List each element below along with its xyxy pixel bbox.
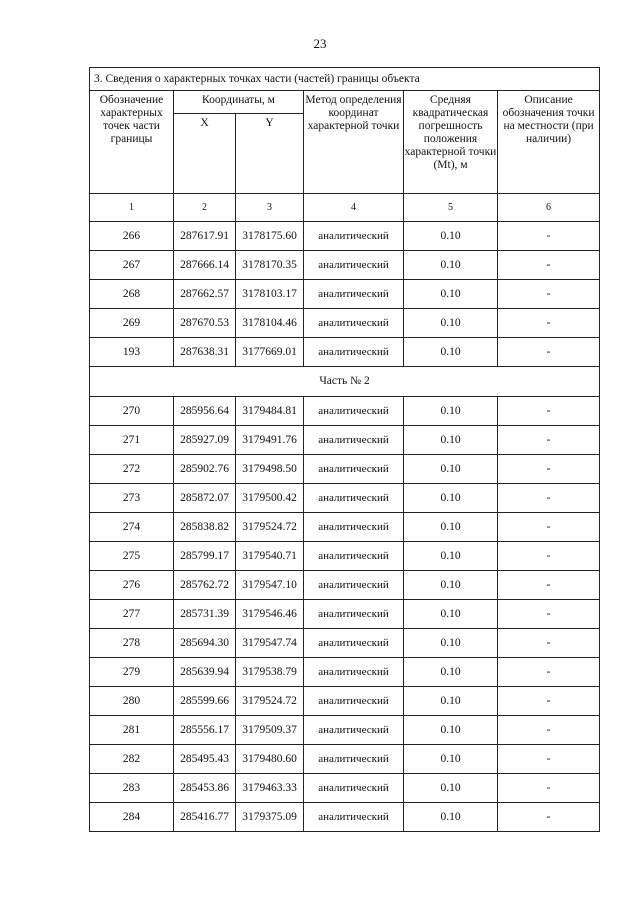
- cell-error: 0.10: [404, 251, 498, 280]
- cell-description: -: [498, 309, 600, 338]
- cell-coord-y: 3179463.33: [236, 774, 304, 803]
- cell-point-id: 283: [90, 774, 174, 803]
- cell-method: аналитический: [304, 251, 404, 280]
- header-row: [90, 91, 600, 114]
- cell-coord-x: 287662.57: [174, 280, 236, 309]
- page-number: 23: [313, 36, 327, 51]
- cell-point-id: 275: [90, 542, 174, 571]
- cell-error: 0.10: [404, 397, 498, 426]
- table-row: [90, 426, 600, 455]
- header-description: Описание обозначения точки на местности (при наличии): [498, 91, 600, 194]
- header-designation: Обозначение характерных точек части границы: [90, 91, 174, 194]
- column-number: 1: [90, 194, 174, 222]
- cell-method: аналитический: [304, 600, 404, 629]
- cell-description: -: [498, 803, 600, 832]
- cell-description: -: [498, 542, 600, 571]
- table-row: [90, 397, 600, 426]
- table-row: [90, 716, 600, 745]
- cell-coord-y: 3178170.35: [236, 251, 304, 280]
- cell-method: аналитический: [304, 280, 404, 309]
- cell-coord-y: 3179375.09: [236, 803, 304, 832]
- cell-point-id: 267: [90, 251, 174, 280]
- cell-error: 0.10: [404, 600, 498, 629]
- cell-method: аналитический: [304, 629, 404, 658]
- header-y: Y: [236, 114, 304, 194]
- cell-method: аналитический: [304, 338, 404, 367]
- cell-method: аналитический: [304, 222, 404, 251]
- cell-description: -: [498, 716, 600, 745]
- cell-description: -: [498, 571, 600, 600]
- cell-method: аналитический: [304, 426, 404, 455]
- cell-method: аналитический: [304, 774, 404, 803]
- table-row: [90, 774, 600, 803]
- cell-error: 0.10: [404, 571, 498, 600]
- cell-error: 0.10: [404, 745, 498, 774]
- cell-coord-x: 285762.72: [174, 571, 236, 600]
- cell-point-id: 268: [90, 280, 174, 309]
- table-row: [90, 513, 600, 542]
- cell-coord-x: 285495.43: [174, 745, 236, 774]
- table-row: [90, 687, 600, 716]
- cell-error: 0.10: [404, 629, 498, 658]
- column-number: 4: [304, 194, 404, 222]
- header-x: X: [174, 114, 236, 194]
- cell-coord-y: 3178104.46: [236, 309, 304, 338]
- cell-method: аналитический: [304, 571, 404, 600]
- cell-method: аналитический: [304, 658, 404, 687]
- table-row: [90, 309, 600, 338]
- cell-error: 0.10: [404, 426, 498, 455]
- cell-coord-y: 3179498.50: [236, 455, 304, 484]
- cell-coord-y: 3179546.46: [236, 600, 304, 629]
- cell-description: -: [498, 600, 600, 629]
- part-label: Часть № 2: [90, 367, 600, 397]
- cell-point-id: 281: [90, 716, 174, 745]
- cell-error: 0.10: [404, 687, 498, 716]
- cell-coord-y: 3179500.42: [236, 484, 304, 513]
- cell-point-id: 277: [90, 600, 174, 629]
- column-number: 2: [174, 194, 236, 222]
- table-row: [90, 571, 600, 600]
- cell-error: 0.10: [404, 455, 498, 484]
- table-row: [90, 222, 600, 251]
- cell-point-id: 280: [90, 687, 174, 716]
- cell-error: 0.10: [404, 222, 498, 251]
- table-row: [90, 600, 600, 629]
- table-row: [90, 803, 600, 832]
- cell-error: 0.10: [404, 309, 498, 338]
- cell-coord-y: 3177669.01: [236, 338, 304, 367]
- cell-description: -: [498, 658, 600, 687]
- cell-method: аналитический: [304, 542, 404, 571]
- header-error: Средняя квадратическая погрешность положения характерной точки (Mt), м: [404, 91, 498, 194]
- cell-error: 0.10: [404, 338, 498, 367]
- cell-coord-y: 3179540.71: [236, 542, 304, 571]
- cell-description: -: [498, 338, 600, 367]
- table-row: [90, 629, 600, 658]
- cell-point-id: 273: [90, 484, 174, 513]
- cell-point-id: 278: [90, 629, 174, 658]
- cell-coord-x: 287670.53: [174, 309, 236, 338]
- cell-description: -: [498, 280, 600, 309]
- cell-description: -: [498, 455, 600, 484]
- table-row: [90, 745, 600, 774]
- cell-coord-y: 3178103.17: [236, 280, 304, 309]
- cell-coord-x: 285556.17: [174, 716, 236, 745]
- cell-coord-x: 285902.76: [174, 455, 236, 484]
- cell-method: аналитический: [304, 716, 404, 745]
- table-row: [90, 280, 600, 309]
- table-row: [90, 455, 600, 484]
- cell-coord-y: 3179484.81: [236, 397, 304, 426]
- cell-coord-y: 3179547.10: [236, 571, 304, 600]
- cell-description: -: [498, 484, 600, 513]
- column-number-row: [90, 194, 600, 222]
- column-number: 3: [236, 194, 304, 222]
- table-row: [90, 658, 600, 687]
- cell-error: 0.10: [404, 716, 498, 745]
- cell-error: 0.10: [404, 658, 498, 687]
- cell-coord-y: 3178175.60: [236, 222, 304, 251]
- cell-coord-x: 285956.64: [174, 397, 236, 426]
- cell-coord-x: 285799.17: [174, 542, 236, 571]
- cell-method: аналитический: [304, 803, 404, 832]
- cell-point-id: 282: [90, 745, 174, 774]
- cell-coord-y: 3179524.72: [236, 513, 304, 542]
- boundary-points-table: [89, 67, 600, 832]
- cell-description: -: [498, 251, 600, 280]
- cell-method: аналитический: [304, 513, 404, 542]
- cell-coord-y: 3179524.72: [236, 687, 304, 716]
- cell-description: -: [498, 513, 600, 542]
- cell-coord-x: 287666.14: [174, 251, 236, 280]
- cell-point-id: 270: [90, 397, 174, 426]
- table-row: [90, 484, 600, 513]
- cell-method: аналитический: [304, 484, 404, 513]
- cell-error: 0.10: [404, 803, 498, 832]
- header-coordinates: Координаты, м: [174, 91, 304, 114]
- header-method: Метод определения координат характерной точки: [304, 91, 404, 194]
- cell-point-id: 276: [90, 571, 174, 600]
- cell-error: 0.10: [404, 774, 498, 803]
- cell-method: аналитический: [304, 455, 404, 484]
- cell-error: 0.10: [404, 513, 498, 542]
- cell-coord-x: 285639.94: [174, 658, 236, 687]
- cell-coord-x: 287617.91: [174, 222, 236, 251]
- cell-point-id: 193: [90, 338, 174, 367]
- cell-coord-x: 285453.86: [174, 774, 236, 803]
- cell-description: -: [498, 687, 600, 716]
- cell-coord-x: 285694.30: [174, 629, 236, 658]
- cell-point-id: 279: [90, 658, 174, 687]
- table-row: [90, 338, 600, 367]
- cell-method: аналитический: [304, 687, 404, 716]
- cell-coord-x: 285927.09: [174, 426, 236, 455]
- cell-point-id: 271: [90, 426, 174, 455]
- cell-description: -: [498, 629, 600, 658]
- cell-coord-x: 285872.07: [174, 484, 236, 513]
- cell-coord-x: 285838.82: [174, 513, 236, 542]
- cell-coord-x: 287638.31: [174, 338, 236, 367]
- cell-coord-x: 285416.77: [174, 803, 236, 832]
- table-row: [90, 542, 600, 571]
- column-number: 5: [404, 194, 498, 222]
- cell-description: -: [498, 397, 600, 426]
- cell-point-id: 272: [90, 455, 174, 484]
- cell-coord-x: 285599.66: [174, 687, 236, 716]
- table-row: [90, 251, 600, 280]
- cell-description: -: [498, 745, 600, 774]
- cell-description: -: [498, 426, 600, 455]
- section-title: 3. Сведения о характерных точках части (частей) границы объекта: [90, 68, 600, 91]
- cell-coord-y: 3179538.79: [236, 658, 304, 687]
- cell-method: аналитический: [304, 745, 404, 774]
- cell-point-id: 269: [90, 309, 174, 338]
- cell-coord-y: 3179547.74: [236, 629, 304, 658]
- cell-coord-y: 3179509.37: [236, 716, 304, 745]
- cell-description: -: [498, 222, 600, 251]
- cell-error: 0.10: [404, 280, 498, 309]
- cell-coord-y: 3179491.76: [236, 426, 304, 455]
- column-number: 6: [498, 194, 600, 222]
- cell-coord-x: 285731.39: [174, 600, 236, 629]
- cell-coord-y: 3179480.60: [236, 745, 304, 774]
- cell-error: 0.10: [404, 484, 498, 513]
- section-title-row: [90, 68, 600, 91]
- cell-method: аналитический: [304, 309, 404, 338]
- cell-point-id: 284: [90, 803, 174, 832]
- cell-error: 0.10: [404, 542, 498, 571]
- part-row: [90, 367, 600, 397]
- cell-point-id: 274: [90, 513, 174, 542]
- cell-point-id: 266: [90, 222, 174, 251]
- cell-method: аналитический: [304, 397, 404, 426]
- cell-description: -: [498, 774, 600, 803]
